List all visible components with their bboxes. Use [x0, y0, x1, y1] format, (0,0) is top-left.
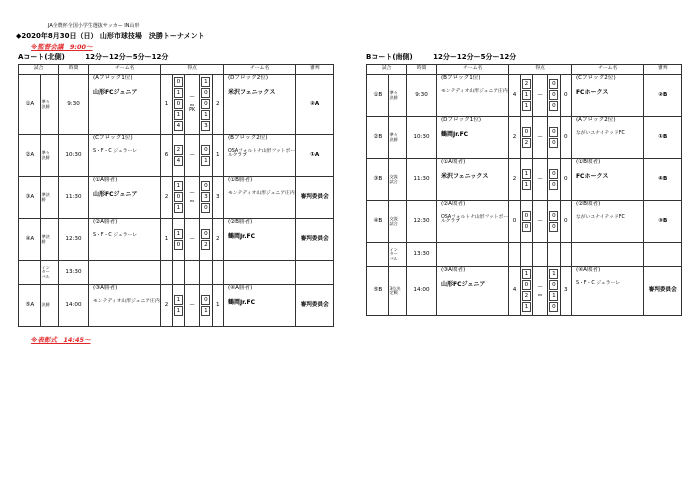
team-source-label: (Dブロック2位) [227, 75, 269, 81]
period-score: 0 [522, 127, 531, 137]
period-score: 0 [549, 280, 558, 290]
referee-cell: 審判委員会 [296, 177, 334, 219]
col-referee-header: 審判 [296, 65, 334, 75]
match-row [367, 159, 682, 201]
team2-cell [223, 177, 295, 219]
match-id [19, 261, 41, 285]
score-cell [185, 261, 200, 285]
team2-cell [571, 201, 643, 243]
team-source-label: (Cブロック2位) [575, 75, 616, 81]
period-score: 1 [522, 302, 531, 312]
team-name: ながいユナイテッドFC [575, 130, 625, 136]
match-time: 11:30 [406, 159, 436, 201]
score-separator [185, 219, 200, 261]
period-scores-1 [520, 159, 532, 201]
period-score: 0 [201, 229, 210, 239]
score-separator [533, 159, 548, 201]
team2-cell [571, 243, 643, 267]
score-cell [560, 243, 571, 267]
referee-cell: ②B [644, 75, 682, 117]
team-source-label: (Bブロック1位) [440, 75, 481, 81]
match-kind: 準決勝 [41, 192, 50, 202]
team-name: 鶴岡Jr.FC [227, 298, 256, 306]
team-name: 鶴岡Jr.FC [440, 130, 469, 138]
dash-icon: — [537, 134, 543, 140]
period-score: 1 [522, 90, 531, 100]
referee-cell: 審判委員会 [296, 285, 334, 327]
page-title: ◆2020年8月30日（日） 山形市球技場 決勝トーナメント [16, 32, 205, 40]
period-score: 1 [174, 88, 183, 98]
referee-cell: ①A [296, 135, 334, 177]
period-score: 0 [522, 211, 531, 221]
period-score: 1 [201, 306, 210, 316]
match-kind: 交流試合 [389, 174, 398, 184]
team2-cell [223, 261, 295, 285]
col-score-header: 得点 [509, 65, 572, 75]
match-kind-time [41, 177, 59, 219]
team-source-label: (②A勝者) [92, 219, 118, 225]
col-team2-header: チーム名 [571, 65, 643, 75]
period-scores-2 [548, 159, 560, 201]
team1-cell [88, 135, 160, 177]
team-name: OSAフォルトナ山形フットボールクラブ [227, 148, 296, 159]
team-name: OSAフォルトナ山形フットボールクラブ [440, 214, 509, 225]
match-time: 10:30 [406, 117, 436, 159]
team-source-label: (②B敗者) [575, 201, 601, 207]
match-id: ④A [19, 219, 41, 261]
match-kind: 準々決勝 [41, 99, 50, 109]
match-kind-time [41, 285, 59, 327]
match-id: ①B [367, 75, 389, 117]
period-score: 3 [201, 192, 210, 202]
total-score-2: 0 [560, 75, 571, 117]
team-name: FCホークス [575, 172, 609, 180]
period-score: 0 [201, 99, 210, 109]
match-time: 9:30 [406, 75, 436, 117]
score-cell [212, 261, 223, 285]
period-score: 2 [522, 79, 531, 89]
referee-cell: ④B [644, 159, 682, 201]
period-score: 1 [549, 269, 558, 279]
total-score-2: 0 [560, 159, 571, 201]
period-scores-1 [520, 201, 532, 243]
team-name: 山形FCジュニア [92, 190, 138, 198]
match-row [367, 267, 682, 316]
score-separator [533, 267, 548, 316]
team1-cell [88, 261, 160, 285]
referee-cell [644, 243, 682, 267]
match-row [367, 243, 682, 267]
score-separator [185, 177, 200, 219]
period-score: 1 [201, 156, 210, 166]
total-score-1: 2 [509, 159, 520, 201]
extra-time-label: ex [190, 199, 195, 204]
col-match-header: 試合 [19, 65, 59, 75]
col-time-header: 時間 [406, 65, 436, 75]
court-b-heading [366, 52, 534, 62]
dash-icon: — [537, 176, 543, 182]
team-name: モンテディオ山形ジュニア庄内 [227, 190, 295, 196]
match-kind-time [389, 117, 407, 159]
score-cell [172, 261, 184, 285]
team-source-label: (②B勝者) [227, 219, 253, 225]
match-kind-time [389, 267, 407, 316]
period-score: 3 [201, 121, 210, 131]
score-separator [533, 75, 548, 117]
team-source-label: (①A敗者) [440, 159, 466, 165]
match-time: 10:30 [58, 135, 88, 177]
total-score-1: 4 [509, 75, 520, 117]
team-name: ながいユナイテッドFC [575, 214, 625, 220]
court-a-format: 12分ー12分ー5分ー12分 [85, 53, 169, 61]
period-score: 2 [201, 240, 210, 250]
total-score-2: 2 [212, 75, 223, 135]
dash-icon: — [189, 93, 195, 100]
period-score: 0 [549, 90, 558, 100]
period-scores-2 [548, 75, 560, 117]
period-score: 1 [522, 180, 531, 190]
match-kind: 決勝 [41, 302, 50, 308]
col-score-header: 得点 [161, 65, 224, 75]
team-name: 米沢フェニックス [440, 172, 489, 180]
dash-icon: — [189, 190, 195, 197]
total-score-1: 4 [509, 267, 520, 316]
team2-cell [571, 117, 643, 159]
col-match-header: 試合 [367, 65, 407, 75]
total-score-1: 0 [509, 201, 520, 243]
match-kind-time [41, 219, 59, 261]
period-score: 0 [549, 127, 558, 137]
dash-icon: — [537, 218, 543, 224]
match-id: ③A [19, 177, 41, 219]
court-b-schedule [366, 64, 682, 316]
total-score-2: 0 [560, 201, 571, 243]
period-score: 2 [174, 145, 183, 155]
pk-label: PK [189, 108, 196, 114]
match-kind: 準々決勝 [389, 132, 398, 142]
referee-cell: ③B [644, 201, 682, 243]
period-score: 2 [522, 291, 531, 301]
team2-cell [223, 75, 295, 135]
match-kind: 準決勝 [41, 234, 50, 244]
team2-cell [223, 135, 295, 177]
referee-cell [296, 261, 334, 285]
score-separator [185, 75, 200, 135]
score-cell [548, 243, 560, 267]
match-row [367, 201, 682, 243]
team2-cell [223, 219, 295, 261]
team-source-label: (Aブロック2位) [575, 117, 616, 123]
period-score: 0 [174, 240, 183, 250]
team-name: モンテディオ山形ジュニア庄内 [92, 298, 160, 304]
match-kind: インターバル [389, 247, 398, 261]
col-time-header: 時間 [58, 65, 88, 75]
total-score-1: 6 [161, 135, 172, 177]
period-score: 0 [522, 280, 531, 290]
team-name: 山形FCジュニア [440, 280, 486, 288]
dash-icon: — [189, 236, 195, 242]
score-separator [533, 117, 548, 159]
team-source-label: (Bブロック2位) [227, 135, 268, 141]
total-score-2: 3 [212, 177, 223, 219]
period-scores-1 [172, 219, 184, 261]
period-scores-2 [200, 285, 212, 327]
team-source-label: (①A勝者) [92, 177, 118, 183]
referee-cell: 審判委員会 [296, 219, 334, 261]
col-referee-header: 審判 [644, 65, 682, 75]
team-name: S・F・C ジェラーレ [92, 232, 138, 238]
match-kind-time [41, 75, 59, 135]
period-scores-2 [548, 267, 560, 316]
total-score-1: 2 [509, 117, 520, 159]
team-source-label: (②A敗者) [440, 201, 466, 207]
period-scores-1 [172, 135, 184, 177]
match-time: 12:30 [406, 201, 436, 243]
period-score: 1 [201, 110, 210, 120]
score-separator [185, 135, 200, 177]
period-score: 0 [201, 181, 210, 191]
team-source-label: (Cブロック1位) [92, 135, 133, 141]
court-b-format: 12分ー12分ー5分ー12分 [433, 53, 517, 61]
dash-icon: — [537, 283, 543, 290]
period-score: 0 [522, 222, 531, 232]
match-time: 13:30 [58, 261, 88, 285]
court-a-name: Aコート(北側) [18, 53, 65, 61]
col-team1-header: チーム名 [88, 65, 160, 75]
period-score: 0 [201, 295, 210, 305]
match-row [19, 261, 334, 285]
match-id: ④B [367, 201, 389, 243]
score-cell [520, 243, 532, 267]
period-scores-1 [172, 285, 184, 327]
period-scores-2 [548, 117, 560, 159]
match-id: ⑤A [19, 285, 41, 327]
period-score: 0 [549, 79, 558, 89]
match-row [19, 219, 334, 261]
period-score: 1 [174, 203, 183, 213]
score-cell [509, 243, 520, 267]
score-separator [533, 201, 548, 243]
team-name: S・F・C ジェラーレ [92, 148, 138, 154]
period-score: 0 [549, 169, 558, 179]
match-kind-time [389, 243, 407, 267]
period-score: 0 [201, 145, 210, 155]
match-row [19, 75, 334, 135]
period-scores-1 [520, 117, 532, 159]
team-source-label: (Dブロック1位) [440, 117, 482, 123]
referee-cell: ②A [296, 75, 334, 135]
court-a-schedule [18, 64, 334, 327]
team-source-label: (④A勝者) [227, 285, 253, 291]
col-team2-header: チーム名 [223, 65, 295, 75]
team2-cell [571, 75, 643, 117]
match-kind: 準々決勝 [41, 150, 50, 160]
period-score: 1 [522, 101, 531, 111]
match-id: ①A [19, 75, 41, 135]
team-name: 鶴岡Jr.FC [227, 232, 256, 240]
col-team1-header: チーム名 [436, 65, 508, 75]
dash-icon: — [189, 302, 195, 308]
period-score: 0 [174, 192, 183, 202]
period-score: 0 [549, 302, 558, 312]
match-row [367, 75, 682, 117]
court-b-name: Bコート(南側) [366, 53, 413, 61]
extra-time-label: ex [538, 292, 543, 297]
period-score: 0 [174, 99, 183, 109]
total-score-1: 2 [161, 177, 172, 219]
period-scores-2 [200, 219, 212, 261]
period-score: 2 [522, 138, 531, 148]
team1-cell [436, 75, 508, 117]
match-id [367, 243, 389, 267]
period-score: 1 [522, 169, 531, 179]
period-score: 1 [174, 181, 183, 191]
match-row [367, 117, 682, 159]
period-scores-2 [200, 177, 212, 219]
total-score-2: 1 [212, 135, 223, 177]
match-row [19, 177, 334, 219]
period-scores-2 [200, 75, 212, 135]
total-score-2: 1 [212, 285, 223, 327]
team1-cell [436, 201, 508, 243]
total-score-1: 1 [161, 219, 172, 261]
period-score: 1 [174, 110, 183, 120]
match-time: 12:30 [58, 219, 88, 261]
team-source-label: (①B敗者) [575, 159, 601, 165]
score-cell [161, 261, 172, 285]
match-id: ⑤B [367, 267, 389, 316]
dash-icon: — [537, 92, 543, 98]
team-name: 米沢フェニックス [227, 88, 276, 96]
score-cell [200, 261, 212, 285]
period-score: 1 [201, 77, 210, 87]
team-name: FCホークス [575, 88, 609, 96]
match-kind: 交流試合 [389, 216, 398, 226]
period-scores-1 [520, 267, 532, 316]
team2-cell [571, 267, 643, 316]
match-time: 13:30 [406, 243, 436, 267]
period-score: 0 [549, 222, 558, 232]
total-score-2: 2 [212, 219, 223, 261]
score-separator [185, 285, 200, 327]
team2-cell [223, 285, 295, 327]
team-source-label: (③A敗者) [440, 267, 466, 273]
match-kind-time [389, 75, 407, 117]
match-id: ②B [367, 117, 389, 159]
match-time: 14:00 [58, 285, 88, 327]
period-score: 0 [201, 203, 210, 213]
dash-icon: — [189, 152, 195, 158]
match-row [19, 285, 334, 327]
match-kind-time [389, 159, 407, 201]
match-time: 11:30 [58, 177, 88, 219]
period-scores-1 [172, 177, 184, 219]
referee-cell: 審判委員会 [644, 267, 682, 316]
period-scores-2 [200, 135, 212, 177]
team1-cell [88, 219, 160, 261]
match-row [19, 135, 334, 177]
team-source-label: (③A勝者) [92, 285, 118, 291]
referee-cell: ①B [644, 117, 682, 159]
period-score: 0 [549, 211, 558, 221]
period-score: 0 [549, 180, 558, 190]
period-score: 4 [174, 121, 183, 131]
org-line: JA全農杯全国小学生選抜サッカー IN山形 [48, 23, 140, 29]
match-kind-time [41, 135, 59, 177]
match-id: ③B [367, 159, 389, 201]
team-source-label: (Aブロック1位) [92, 75, 133, 81]
team1-cell [88, 285, 160, 327]
total-score-1: 2 [161, 285, 172, 327]
total-score-2: 0 [560, 117, 571, 159]
match-time: 14:00 [406, 267, 436, 316]
extra-time-label: ex [190, 102, 195, 107]
team-name: モンテディオ山形ジュニア庄内 [440, 88, 508, 94]
team-source-label: (①B勝者) [227, 177, 253, 183]
team1-cell [436, 117, 508, 159]
team1-cell [436, 243, 508, 267]
match-time: 9:30 [58, 75, 88, 135]
total-score-2: 3 [560, 267, 571, 316]
period-score: 1 [174, 229, 183, 239]
match-kind: 準々決勝 [389, 90, 398, 100]
period-score: 1 [522, 269, 531, 279]
period-score: 1 [174, 306, 183, 316]
match-kind: インターバル [41, 265, 50, 279]
period-score: 1 [174, 295, 183, 305]
period-scores-2 [548, 201, 560, 243]
period-scores-1 [520, 75, 532, 117]
period-score: 0 [549, 101, 558, 111]
period-score: 0 [174, 77, 183, 87]
match-kind-time [41, 261, 59, 285]
team2-cell [571, 159, 643, 201]
team-name: 山形FCジュニア [92, 88, 138, 96]
court-a-heading [18, 52, 186, 62]
meeting-note: ※監督会議 9:00～ [31, 43, 93, 51]
team-source-label: (④A敗者) [575, 267, 601, 273]
team1-cell [436, 159, 508, 201]
period-score: 0 [201, 88, 210, 98]
closing-note: ※表彰式 14:45～ [31, 336, 91, 344]
team1-cell [88, 75, 160, 135]
total-score-1: 1 [161, 75, 172, 135]
team1-cell [88, 177, 160, 219]
period-scores-1 [172, 75, 184, 135]
team-name: S・F・C ジェラーレ [575, 280, 621, 286]
team1-cell [436, 267, 508, 316]
period-score: 4 [174, 156, 183, 166]
match-kind-time [389, 201, 407, 243]
score-cell [533, 243, 548, 267]
period-score: 1 [549, 291, 558, 301]
match-id: ②A [19, 135, 41, 177]
match-kind: 3位決定戦 [389, 285, 401, 295]
period-score: 0 [549, 138, 558, 148]
